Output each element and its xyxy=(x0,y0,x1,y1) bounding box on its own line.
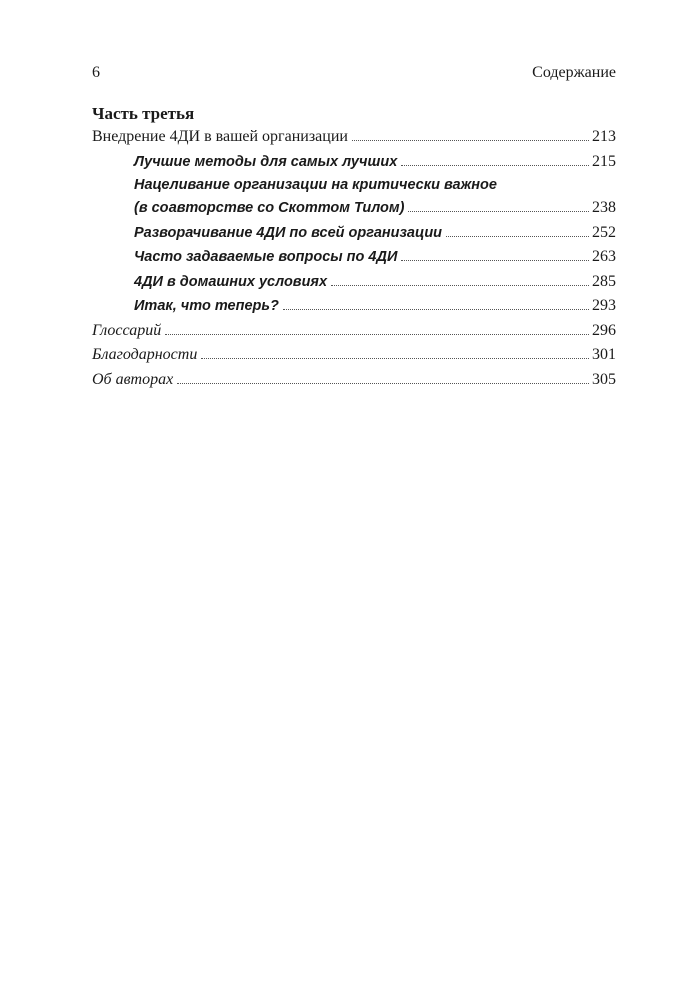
toc-entry-chapter-multiline[interactable] xyxy=(92,177,616,224)
toc-entry-page: 252 xyxy=(592,223,616,241)
toc-entry-title-line1: Нацеливание организации на критически важное xyxy=(134,177,497,193)
toc-entry-title: Об авторах xyxy=(92,370,174,388)
dot-leader xyxy=(283,309,589,310)
toc-entry-about-authors[interactable] xyxy=(92,371,616,396)
toc-entry-page: 305 xyxy=(592,370,616,388)
dot-leader xyxy=(177,383,589,384)
toc-entry-title: Итак, что теперь? xyxy=(134,298,279,314)
toc-entry-chapter[interactable] xyxy=(92,248,616,273)
part-title: Часть третья xyxy=(92,104,195,123)
toc-entry-title-line2-row xyxy=(92,199,616,224)
toc-entry-title: Часто задаваемые вопросы по 4ДИ xyxy=(134,249,398,265)
dot-leader xyxy=(401,260,589,261)
toc-entry-title: (в соавторстве со Скоттом Тилом) xyxy=(134,200,405,216)
dot-leader xyxy=(408,211,589,212)
dot-leader xyxy=(352,140,589,141)
toc-entry-page: 263 xyxy=(592,248,616,265)
toc-entry-chapter[interactable] xyxy=(92,224,616,249)
toc-entry-chapter[interactable] xyxy=(92,153,616,178)
toc-entry-page: 215 xyxy=(592,152,616,170)
running-head: Содержание xyxy=(532,64,616,81)
table-of-contents xyxy=(92,128,616,395)
page-number: 6 xyxy=(92,64,100,81)
toc-entry-title: 4ДИ в домашних условиях xyxy=(134,273,328,290)
toc-entry-title: Глоссарий xyxy=(92,321,162,339)
dot-leader xyxy=(446,236,589,237)
toc-entry-title: Разворачивание 4ДИ по всей организации xyxy=(134,224,443,241)
toc-entry-page: 213 xyxy=(592,128,616,145)
toc-entry-page: 301 xyxy=(592,346,616,363)
toc-entry-page: 285 xyxy=(592,272,616,290)
dot-leader xyxy=(201,358,589,359)
toc-entry-acknowledgements[interactable] xyxy=(92,346,616,371)
dot-leader xyxy=(165,334,589,335)
toc-entry-title: Лучшие методы для самых лучших xyxy=(134,153,398,170)
toc-entry-chapter[interactable] xyxy=(92,297,616,322)
toc-entry-title: Внедрение 4ДИ в вашей организации xyxy=(92,128,348,145)
toc-entry-page: 293 xyxy=(592,297,616,314)
dot-leader xyxy=(331,285,589,286)
toc-entry-page: 238 xyxy=(592,199,616,216)
toc-entry-chapter[interactable] xyxy=(92,273,616,298)
toc-entry-main[interactable] xyxy=(92,128,616,153)
toc-entry-glossary[interactable] xyxy=(92,322,616,347)
dot-leader xyxy=(401,165,589,166)
toc-entry-page: 296 xyxy=(592,321,616,339)
toc-entry-title: Благодарности xyxy=(92,346,198,363)
